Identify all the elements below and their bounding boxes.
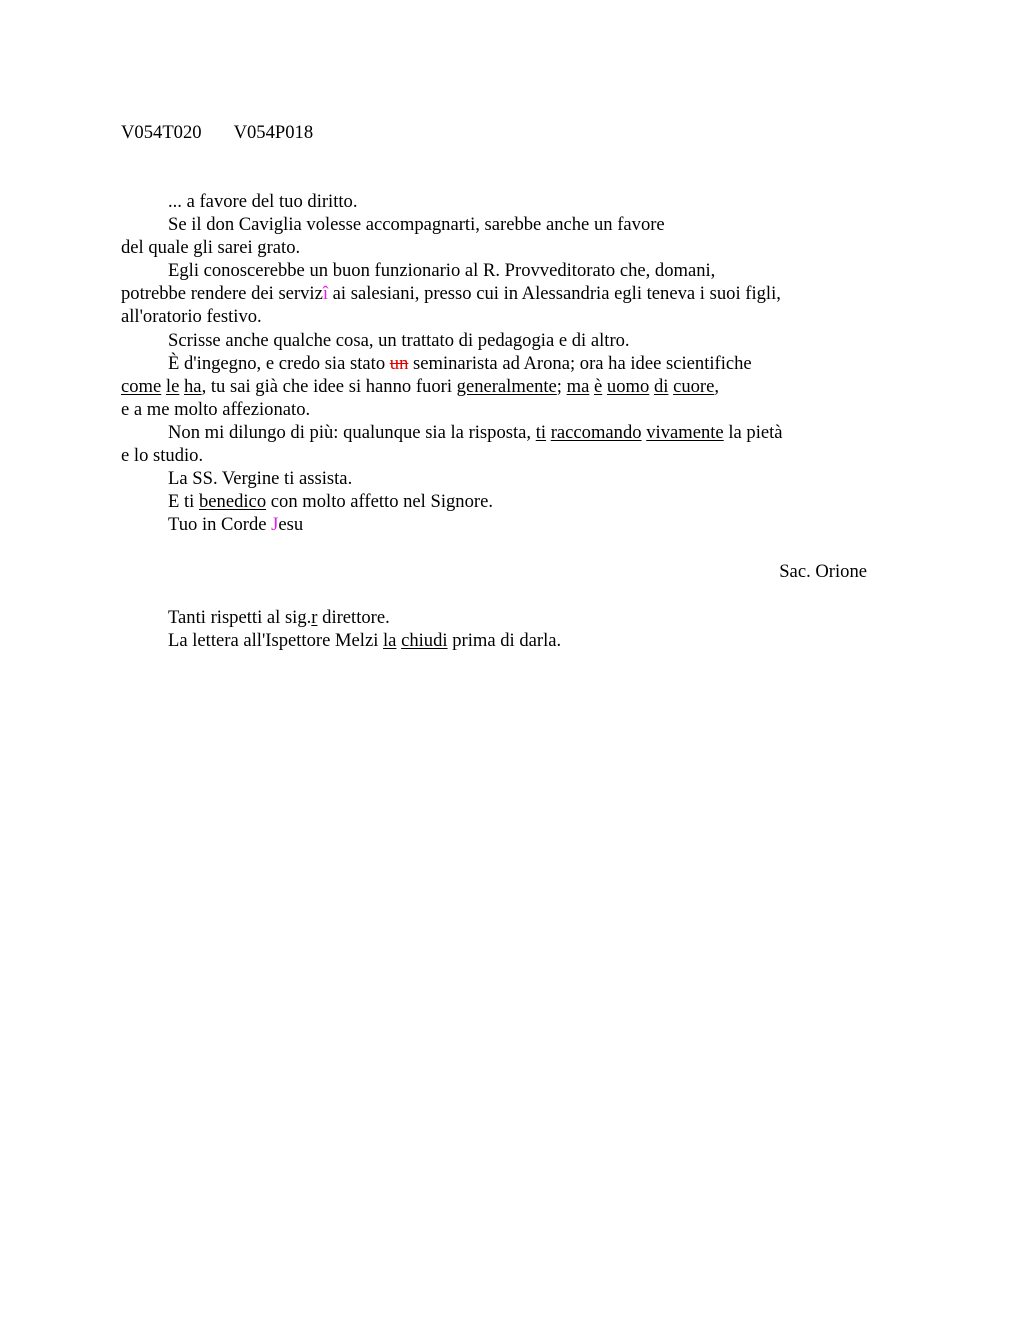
paragraph-continuation bbox=[121, 398, 881, 421]
paragraph bbox=[121, 213, 881, 236]
underlined-word: come bbox=[121, 375, 162, 397]
editorial-mark: J bbox=[271, 514, 279, 536]
paragraph bbox=[121, 190, 881, 213]
underlined-word: r bbox=[311, 607, 318, 628]
text-line: e a me molto affezionato. bbox=[121, 398, 311, 420]
paragraph bbox=[121, 467, 881, 490]
text-line: e lo studio. bbox=[121, 445, 204, 467]
text-run: ai salesiani, presso cui in Alessandria egli teneva i suoi figli, bbox=[328, 283, 781, 305]
underlined-word: raccomando bbox=[550, 421, 642, 443]
paragraph-continuation bbox=[121, 305, 881, 328]
paragraph-continuation bbox=[121, 444, 881, 467]
underlined-word: ha bbox=[184, 375, 202, 397]
text-line: del quale gli sarei grato. bbox=[121, 237, 301, 259]
text-run: la pietà bbox=[723, 421, 783, 443]
text-run: con molto affetto nel Signore. bbox=[266, 491, 493, 513]
text-line: Scrisse anche qualche cosa, un trattato di pedagogia e di altro. bbox=[168, 329, 630, 351]
paragraph-continuation bbox=[121, 375, 881, 398]
underlined-word: chiudi bbox=[401, 630, 448, 652]
text-run: seminarista ad Arona; ora ha idee scientifiche bbox=[408, 352, 752, 374]
underlined-word: ma bbox=[566, 375, 590, 397]
reference-code-volume: V054T020 bbox=[121, 122, 202, 143]
text-line: ... a favore del tuo diritto. bbox=[168, 191, 358, 212]
underlined-word: le bbox=[165, 375, 180, 397]
text-run: È d'ingegno, e credo sia stato bbox=[168, 352, 390, 374]
text-run: Tanti rispetti al sig. bbox=[168, 607, 312, 628]
reference-code-page: V054P018 bbox=[233, 122, 314, 143]
text-run: , bbox=[714, 375, 720, 397]
paragraph bbox=[121, 421, 881, 444]
postscript-line bbox=[121, 629, 881, 652]
text-run: prima di darla. bbox=[447, 630, 562, 652]
underlined-word: vivamente bbox=[646, 421, 724, 443]
signature: Sac. Orione bbox=[779, 561, 867, 582]
postscript bbox=[121, 606, 881, 652]
postscript-line bbox=[121, 606, 881, 629]
text-run: direttore. bbox=[317, 607, 390, 628]
underlined-word: è bbox=[594, 375, 603, 397]
text-line: Egli conoscerebbe un buon funzionario al R. Provveditorato che, domani, bbox=[168, 260, 716, 282]
text-line: Se il don Caviglia volesse accompagnarti, sarebbe anche un favore bbox=[168, 214, 665, 236]
text-line: La SS. Vergine ti assista. bbox=[168, 468, 353, 490]
underlined-word: generalmente bbox=[456, 375, 557, 397]
text-line: all'oratorio festivo. bbox=[121, 306, 262, 328]
underlined-word: la bbox=[383, 630, 397, 652]
underlined-word: di bbox=[653, 375, 669, 397]
text-run: potrebbe rendere dei serviz bbox=[121, 283, 323, 305]
paragraph bbox=[121, 490, 881, 513]
document-reference bbox=[121, 121, 313, 144]
text-run: , tu sai già che idee si hanno fuori bbox=[201, 375, 457, 397]
text-run: E ti bbox=[168, 491, 199, 513]
underlined-word: benedico bbox=[199, 491, 267, 513]
paragraph bbox=[121, 259, 881, 282]
text-run: Tuo in Corde bbox=[168, 514, 272, 536]
deleted-word: un bbox=[389, 352, 409, 374]
text-run: Non mi dilungo di più: qualunque sia la risposta, bbox=[168, 421, 536, 443]
paragraph-continuation bbox=[121, 282, 881, 305]
underlined-word: ti bbox=[535, 421, 547, 443]
text-run: ; bbox=[556, 375, 567, 397]
underlined-word: cuore bbox=[673, 375, 715, 397]
paragraph-continuation bbox=[121, 236, 881, 259]
paragraph bbox=[121, 329, 881, 352]
underlined-word: uomo bbox=[606, 375, 650, 397]
text-run: esu bbox=[278, 514, 304, 536]
paragraph bbox=[121, 352, 881, 375]
editorial-mark: î bbox=[322, 283, 329, 305]
text-run: La lettera all'Ispettore Melzi bbox=[168, 630, 384, 652]
letter-body bbox=[121, 190, 881, 536]
closing-line bbox=[121, 513, 881, 536]
